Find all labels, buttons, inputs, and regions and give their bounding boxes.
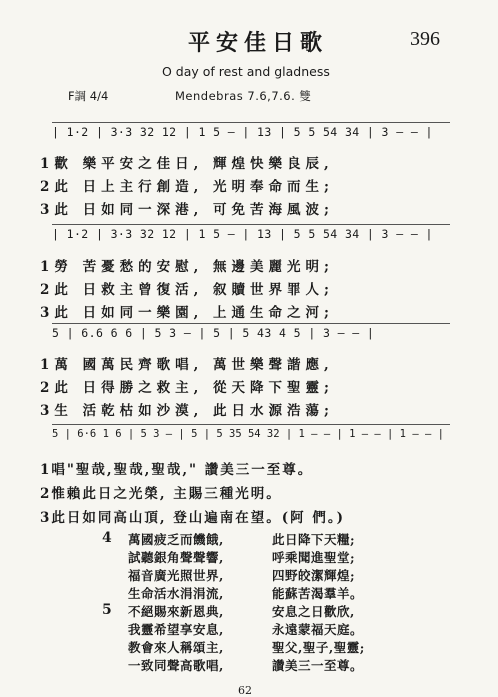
verse-line: 四野皎潔輝煌;: [272, 568, 356, 583]
verse-line: 不絕賜來新恩典,: [128, 604, 224, 619]
english-title: O day of rest and gladness: [162, 64, 330, 79]
verse-line: 福音廣光照世界,: [128, 568, 224, 583]
staff-line: [52, 323, 450, 324]
lyric-line: 2此 日上主行創造, 光明奉命而生;: [40, 179, 334, 195]
verse-line: 安息之日歡欣,: [272, 604, 355, 619]
staff-line: [52, 424, 450, 425]
verse-line: 萬國疲乏而饑餓,: [128, 532, 224, 547]
lyric-line: 3生 活乾枯如沙漠, 此日水源浩蕩;: [40, 403, 334, 419]
verse-line: 能蘇苦渴羣羊。: [272, 586, 364, 601]
verse-line: 我靈希望享安息,: [128, 622, 224, 637]
lyric-line: 2此 日救主曾復活, 叙贖世界罪人;: [40, 282, 334, 298]
notation-line: 5 | 6·6 1 6 | 5 3 — | 5 | 5 35 54 32 | 1 — — | 1 — — | 1 — — |: [52, 428, 444, 440]
verse-line: 試聽銀角聲聲響,: [128, 550, 224, 565]
notation-line: | 1·2 | 3·3 32 12 | 1 5 — | 13 | 5 5 54 34 | 3 — — |: [52, 227, 433, 241]
lyric-line: 3此日如同高山頂, 登山遍南在望。(阿 們。): [40, 510, 346, 526]
verse-line: 聖父,聖子,聖靈;: [272, 640, 365, 655]
notation-line: 5 | 6.6 6 6 | 5 3 — | 5 | 5 43 4 5 | 3 — — |: [52, 326, 375, 340]
hymn-title: 平安佳日歌: [188, 30, 329, 56]
lyric-line: 2惟賴此日之光榮, 主賜三種光明。: [40, 486, 282, 502]
verse-line: 呼乘聞進聖堂;: [272, 550, 356, 565]
lyric-line: 1歡 樂平安之佳日, 輝煌快樂良辰,: [40, 156, 334, 172]
lyric-line: 1勞 苦憂愁的安慰, 無邊美麗光明;: [40, 259, 334, 275]
verse-line: 教會來人稱頌主,: [128, 640, 224, 655]
verse-line: 一致同聲高歌唱,: [128, 658, 224, 673]
verse-number: 4: [102, 530, 112, 546]
hymn-number: 396: [410, 28, 440, 50]
tune-meter: Mendebras 7.6,7.6. 雙: [175, 89, 312, 103]
verse-line: 永遠蒙福天庭。: [272, 622, 364, 637]
lyric-line: 3此 日如同一深港, 可免苦海風波;: [40, 202, 334, 218]
lyric-line: 2此 日得勝之救主, 從天降下聖靈;: [40, 380, 334, 396]
lyric-line: 1萬 國萬民齊歌唱, 萬世樂聲諧應,: [40, 357, 334, 373]
verse-line: 讚美三一至尊。: [272, 658, 364, 673]
notation-line: | 1·2 | 3·3 32 12 | 1 5 — | 13 | 5 5 54 34 | 3 — — |: [52, 125, 433, 139]
page-number: 62: [238, 684, 252, 697]
lyric-line: 3此 日如同一樂園, 上通生命之河;: [40, 305, 334, 321]
staff-line: [52, 122, 450, 123]
key-meter: F調 4/4: [68, 89, 109, 103]
staff-line: [52, 224, 450, 225]
verse-line: 生命活水涓涓流,: [128, 586, 224, 601]
verse-number: 5: [102, 602, 112, 618]
lyric-line: 1唱"聖哉,聖哉,聖哉," 讚美三一至尊。: [40, 462, 314, 478]
verse-line: 此日降下天糧;: [272, 532, 356, 547]
